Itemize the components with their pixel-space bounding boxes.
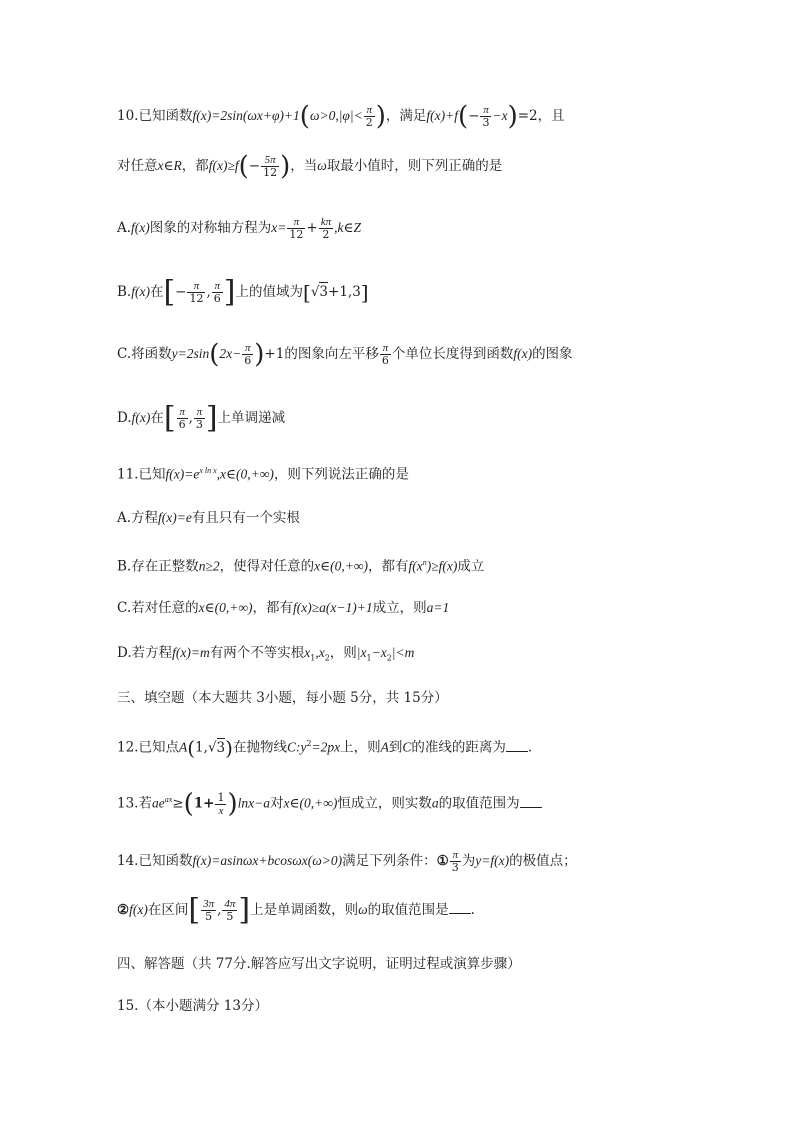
- frac-4pi-5: $\frac{4\pi}{5}$: [224, 898, 236, 923]
- fx: f(x): [129, 902, 148, 917]
- bracket-right: ]: [360, 280, 369, 305]
- option-text: 图象的对称轴方程为: [149, 220, 272, 236]
- q11-option-a: [117, 507, 734, 529]
- paren-right: ): [375, 101, 386, 132]
- q12-text: 到: [388, 739, 403, 756]
- q14-text: 为: [461, 853, 476, 869]
- paren-left: (: [187, 736, 196, 760]
- subscript: 1: [310, 653, 316, 663]
- q11-option-c: [117, 597, 734, 619]
- frac-pi-3: $\frac{\pi}{3}$: [195, 406, 203, 431]
- q10-option-c: [117, 339, 734, 370]
- bracket-right: ]: [238, 892, 251, 928]
- range-tail: +1,3: [328, 284, 361, 300]
- q10-option-d: D.f(x)在[ $\frac{\pi}{6}$ , $\frac{\pi}{3}$ ]上单调递减: [117, 400, 286, 436]
- equation: f(x)=e: [158, 510, 192, 525]
- option-text: 有两个不等实根: [209, 645, 305, 661]
- q13-text: 对: [270, 795, 284, 812]
- curve: C:y: [286, 739, 307, 755]
- x-in-r: x∈R: [157, 158, 182, 173]
- argument: 2x−: [219, 346, 242, 361]
- bracket-left: [: [188, 892, 201, 928]
- y-function: y=2sin: [171, 346, 210, 361]
- q10-stem-line2: [117, 151, 734, 182]
- q13-text: 的取值范围为: [438, 795, 520, 812]
- inequality: f(x)≥a(x−1)+1: [292, 600, 373, 615]
- q14-text: 上是单调函数，则: [250, 902, 359, 918]
- ae-term: ae: [151, 795, 165, 811]
- q10-text-end: ，且: [537, 108, 565, 124]
- letter-c: C: [402, 739, 412, 755]
- q10-number: 10.已知函数: [117, 108, 193, 124]
- frac-pi-6: $\frac{\pi}{6}$: [244, 342, 252, 367]
- option-text: 的图象: [532, 346, 573, 362]
- curve-tail: =2px: [311, 739, 341, 755]
- q10-text: 对任意: [117, 158, 158, 174]
- minus-sign: −: [468, 108, 480, 124]
- subscript: 2: [324, 653, 330, 663]
- frac-5pi-12: $\frac{5\pi}{12}$: [263, 154, 278, 179]
- option-text: 个单位长度得到函数: [391, 346, 514, 362]
- option-text: 在: [150, 410, 164, 426]
- geq-sign: ≥: [172, 795, 184, 812]
- answer-blank[interactable]: [520, 795, 542, 808]
- domain: x∈(0,+∞): [283, 795, 338, 811]
- fx: f(x): [513, 346, 533, 361]
- option-label: B.存在正整数: [117, 558, 199, 575]
- frac-pi-6: $\frac{\pi}{6}$: [213, 280, 221, 305]
- k-in-z: ,k∈Z: [334, 220, 361, 235]
- q14-text: 的取值范围是: [367, 902, 449, 918]
- circled-two: ②: [117, 902, 130, 918]
- q12-number: 12.已知点: [117, 739, 179, 756]
- point-a: A: [178, 739, 188, 755]
- fx: f(x): [131, 410, 151, 425]
- fx: f(x): [131, 284, 150, 299]
- q10-option-b: B.f(x)在[− $\frac{\pi}{12}$ , $\frac{\pi}{6}$ ]上的值域为[√3+1,3]: [117, 274, 369, 310]
- q10-inequality: f(x)≥f: [208, 158, 239, 173]
- paren-right: ): [254, 339, 265, 370]
- frac-1-x: $\frac{1}{x}$: [217, 790, 225, 817]
- bracket-right: ]: [223, 274, 236, 310]
- fx: f(x): [131, 220, 150, 235]
- x-equals: x=: [271, 220, 287, 235]
- option-label: A.方程: [117, 510, 159, 526]
- q14-number: 14.已知函数: [117, 853, 193, 869]
- inequality: )≥f(x): [426, 558, 458, 574]
- bracket-left: [: [163, 400, 176, 436]
- paren-right: ): [280, 151, 291, 182]
- q11-option-b: [117, 552, 734, 578]
- abs-expression: |x: [356, 645, 367, 660]
- paren-left: (: [458, 101, 469, 132]
- omega: ω: [358, 902, 368, 917]
- root-x: x: [304, 645, 311, 660]
- equation: f(x)=m: [172, 645, 210, 660]
- option-label: C.若对任意的: [117, 600, 199, 616]
- q14-line2: ②f(x)在区间[ $\frac{3\pi}{5}$ , $\frac{4\pi}{5}$ ]上是单调函数，则ω的取值范围是 .: [117, 892, 475, 928]
- period: .: [470, 902, 475, 918]
- q11-number: 11.已知: [117, 466, 166, 483]
- option-text: 在: [149, 284, 164, 300]
- root-x: x: [318, 645, 325, 660]
- one-plus: 1+: [193, 795, 215, 812]
- option-label: A.: [117, 220, 132, 236]
- q13-number: 13.若: [117, 795, 152, 812]
- q10-text: ，当: [290, 158, 318, 174]
- section-3-title: 三、填空题（本大题共 3小题，每小题 5分，共 15分）: [117, 690, 448, 706]
- option-text: ，则: [329, 645, 357, 661]
- q11-text: ，则下列说法正确的是: [273, 466, 409, 483]
- option-text: 的图象向左平移: [284, 346, 379, 362]
- q10-stem-line1: [117, 101, 734, 132]
- answer-blank[interactable]: [506, 739, 528, 752]
- letter-a: a: [431, 795, 439, 811]
- q12-text: 在抛物线: [232, 739, 287, 756]
- option-text: 上单调递减: [217, 410, 286, 426]
- domain: x∈(0,+∞): [314, 558, 368, 574]
- option-text: 有且只有一个实根: [191, 510, 300, 526]
- q11-function: f(x)=e: [165, 466, 200, 482]
- option-text: 成立，则: [372, 600, 427, 616]
- period: .: [527, 739, 533, 756]
- inequality: f(x: [408, 558, 423, 574]
- q12-text: 上，则: [340, 739, 381, 756]
- exponent: n: [422, 558, 427, 567]
- q10-text: 取最小值时，则下列正确的是: [326, 158, 503, 174]
- plus-sign: +: [306, 220, 318, 236]
- paren-left: (: [238, 151, 249, 182]
- frac-3pi-5: $\frac{3\pi}{5}$: [203, 898, 215, 923]
- frac-pi-6: $\frac{\pi}{6}$: [178, 406, 186, 431]
- q10-text: ，都: [181, 158, 209, 174]
- paren-right: ): [225, 736, 233, 760]
- y-equals-fx: y=f(x): [475, 853, 510, 868]
- answer-blank[interactable]: [449, 901, 471, 914]
- abs-tail: |<m: [391, 645, 415, 660]
- q11-stem: [117, 460, 734, 486]
- n-condition: n≥2: [198, 558, 220, 574]
- q14-text: 满足下列条件：: [342, 853, 437, 869]
- equals-two: =2: [517, 108, 538, 124]
- circled-one: ①: [436, 853, 449, 869]
- q10-condition: ω>0,|φ|<: [309, 108, 363, 123]
- option-label: B.: [117, 284, 132, 300]
- bracket-right: ]: [205, 400, 218, 436]
- q15-title: 15.（本小题满分 13分）: [117, 998, 268, 1014]
- q13: [117, 789, 734, 817]
- frac-pi-2: $\frac{\pi}{2}$: [365, 104, 373, 129]
- exponent: ax: [164, 795, 173, 804]
- q14-text: 在区间: [147, 902, 189, 918]
- section-4-title: 四、解答题（共 77分.解答应写出文字说明，证明过程或演算步骤）: [117, 956, 521, 972]
- frac-pi-3: $\frac{\pi}{3}$: [482, 104, 490, 129]
- frac-pi-6: $\frac{\pi}{6}$: [381, 342, 389, 367]
- option-text: ，使得对任意的: [219, 558, 315, 575]
- frac-pi-3: $\frac{\pi}{3}$: [451, 849, 459, 874]
- option-label: D.: [117, 410, 132, 426]
- q10-equation: f(x)+f: [426, 108, 458, 123]
- option-text: 成立: [457, 558, 485, 575]
- sqrt-symbol: √: [310, 284, 320, 300]
- q14-line1: [117, 849, 734, 874]
- option-text: ，都有: [252, 600, 293, 616]
- sqrt-content: 3: [319, 284, 329, 300]
- paren-left: (: [183, 789, 194, 819]
- coord: 1,: [195, 739, 208, 756]
- minus-x: −x: [492, 108, 508, 123]
- q12-text: 的准线的距离为: [411, 739, 506, 756]
- bracket-left: [: [163, 274, 176, 310]
- frac-kpi-2: $\frac{k\pi}{2}$: [320, 216, 332, 241]
- plus-one: +1: [264, 346, 285, 362]
- exponent: x ln x: [199, 466, 217, 475]
- sqrt-content: 3: [216, 739, 226, 756]
- q14-function: f(x)=asinωx+bcosωx(ω>0): [192, 853, 343, 868]
- domain: x∈(0,+∞): [198, 600, 253, 615]
- domain: ,x∈(0,+∞): [216, 466, 274, 482]
- frac-pi-12: $\frac{\pi}{12}$: [189, 280, 204, 305]
- frac-pi-12: $\frac{\pi}{12}$: [289, 216, 304, 241]
- option-text: ，都有: [367, 558, 409, 575]
- paren-right: ): [507, 101, 518, 132]
- option-label: C.将函数: [117, 346, 172, 362]
- bracket-left: [: [303, 280, 311, 305]
- q12: 12.已知点A(1,√3)在抛物线$C:y^2=2px$上，则A到C的准线的距离为 .: [117, 736, 533, 760]
- paren-left: (: [209, 339, 220, 370]
- q10-option-a: [117, 216, 734, 241]
- sqrt-symbol: √: [207, 739, 217, 756]
- minus-sign: −: [175, 284, 187, 300]
- q13-text: 恒成立，则实数: [337, 795, 432, 812]
- omega: ω: [317, 158, 327, 173]
- minus-sign: −: [248, 158, 261, 174]
- a-value: a=1: [426, 600, 450, 615]
- ln-term: lnx−a: [237, 795, 270, 811]
- q10-function: f(x)=2sin(ωx+φ)+1: [192, 108, 300, 123]
- q11-option-d: D.若方程f(x)=m有两个不等实根$x_1,x_2$，则$|x_1-x_2|<m$: [117, 645, 415, 663]
- option-text: 上的值域为: [235, 284, 303, 300]
- letter-a: A: [380, 739, 389, 755]
- q14-text: 的极值点；: [509, 853, 577, 869]
- paren-right: ): [227, 789, 238, 819]
- paren-left: (: [299, 101, 310, 132]
- q10-text: ，满足: [385, 108, 427, 124]
- option-label: D.若方程: [117, 645, 173, 661]
